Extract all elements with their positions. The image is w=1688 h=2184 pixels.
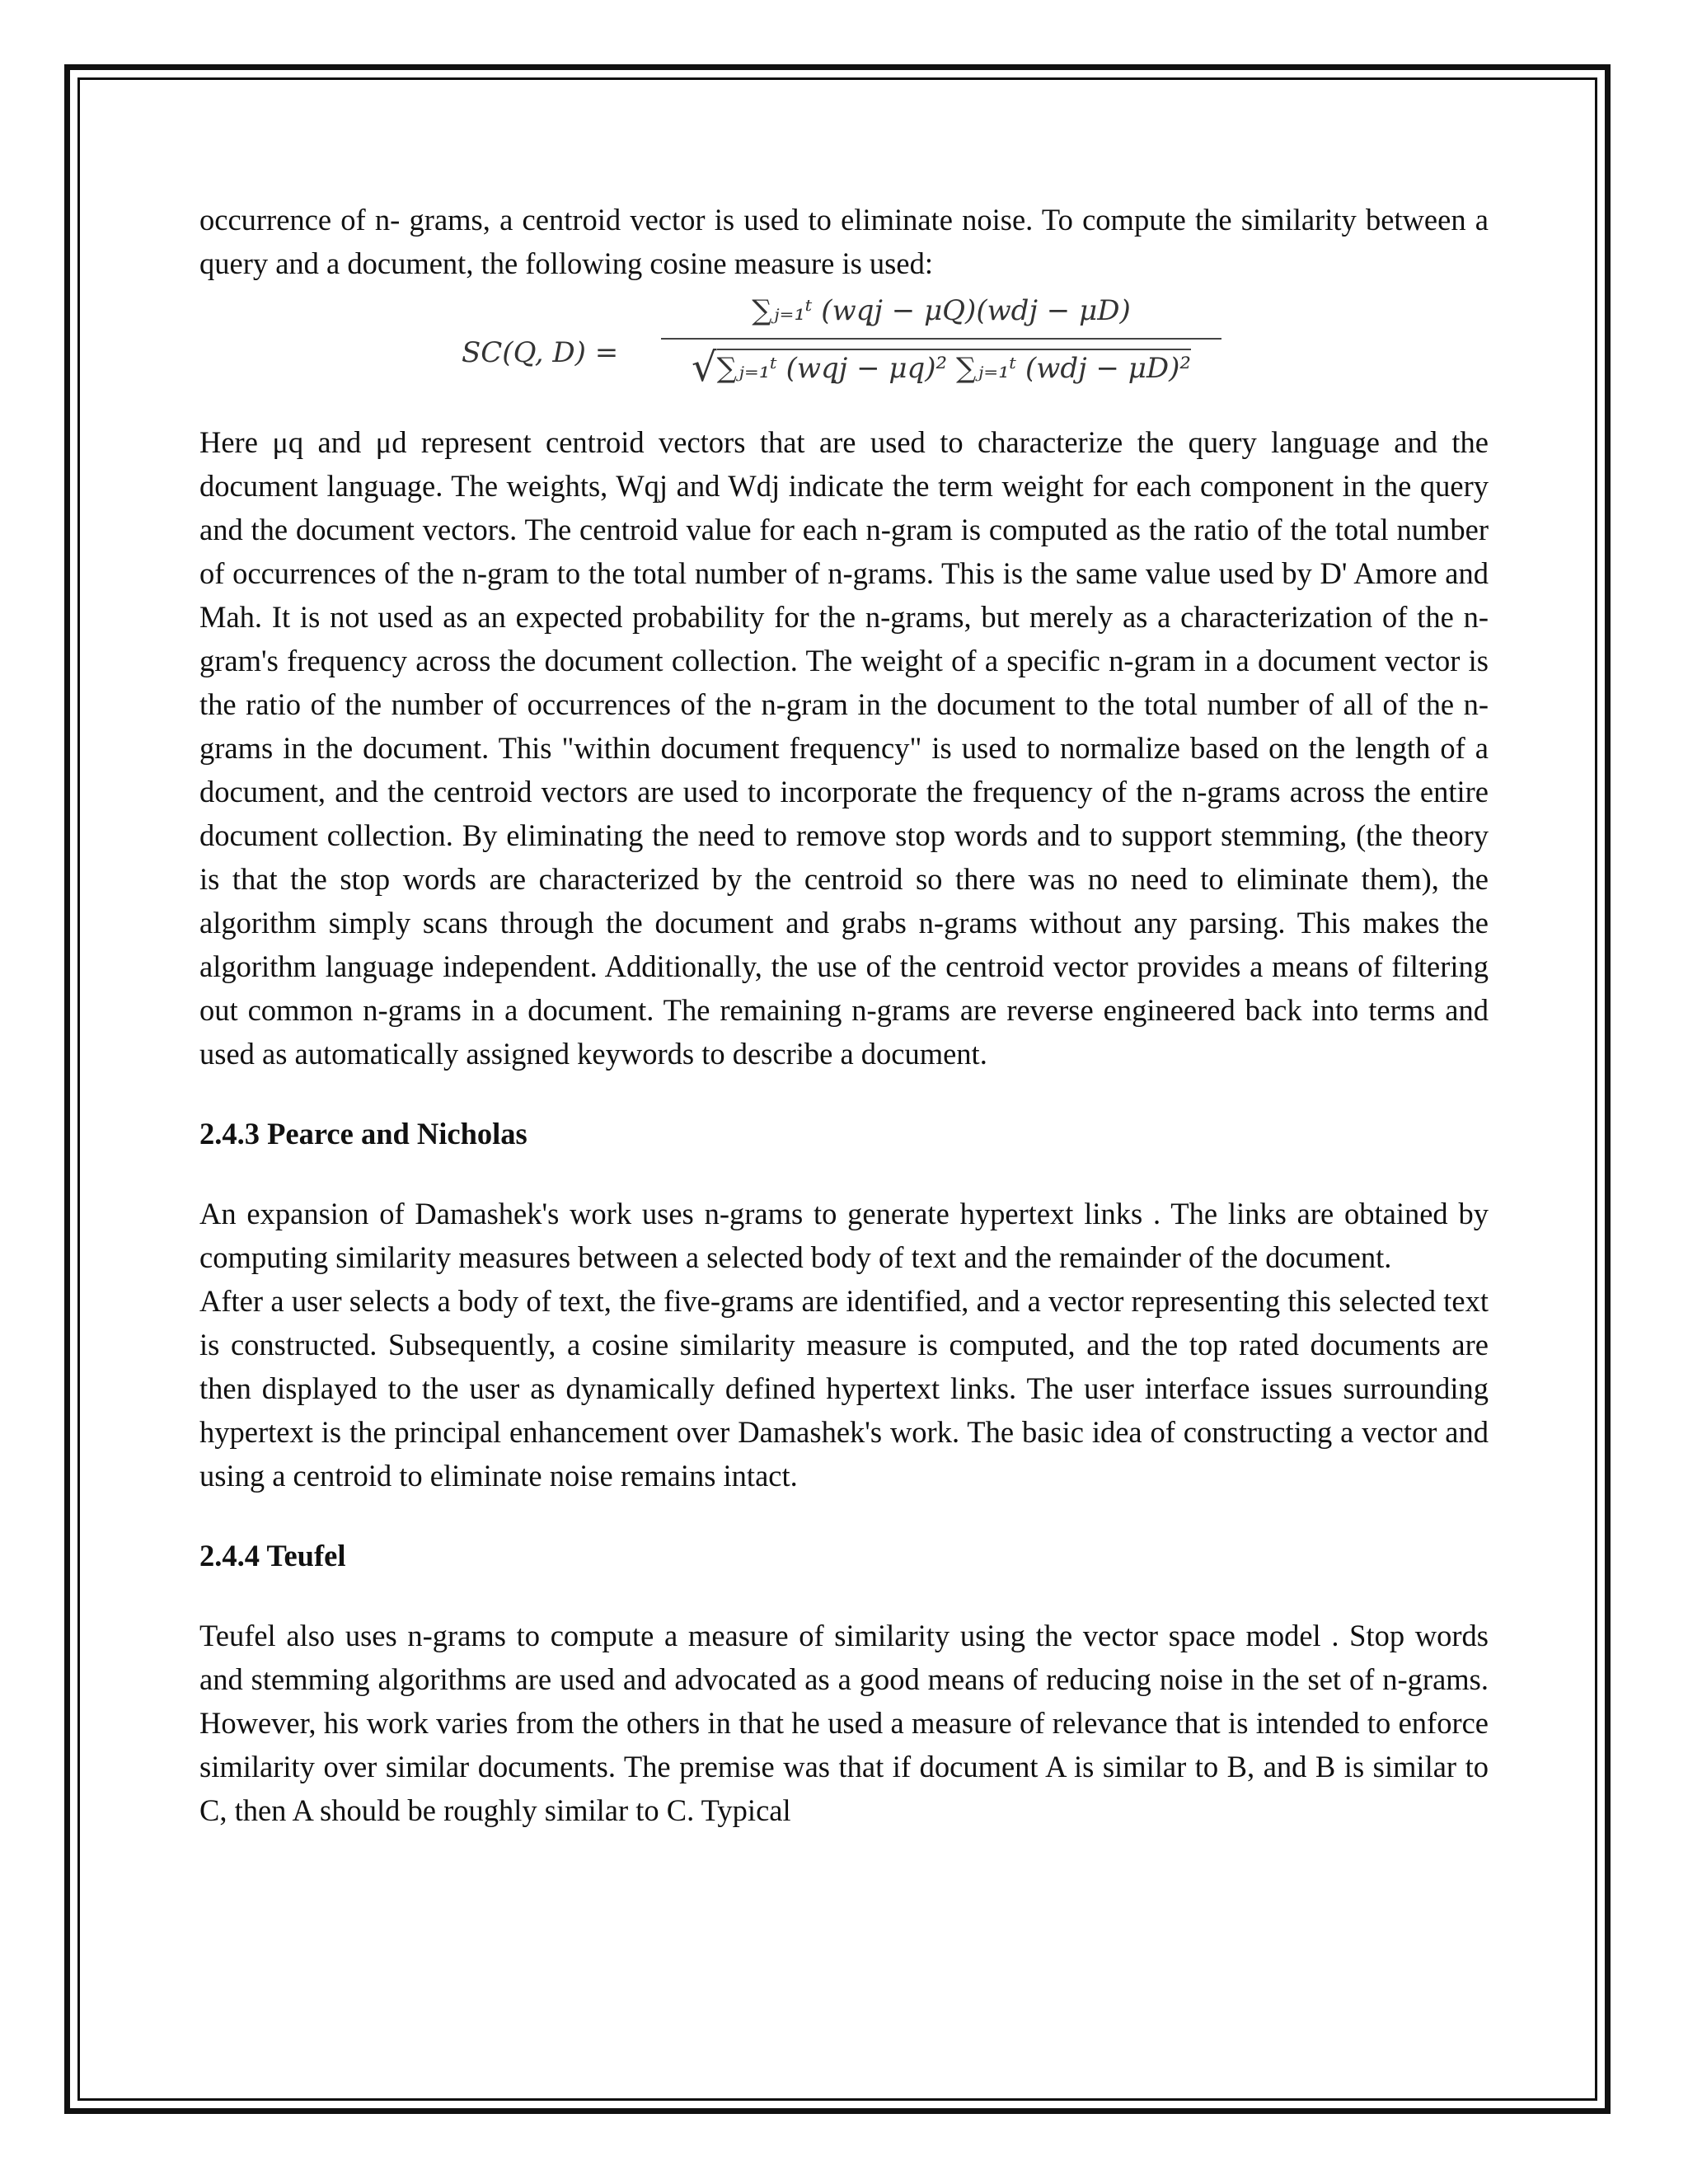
pearce-paragraph-2: After a user selects a body of text, the five-grams are identified, and a vector representing this selected text is constructed. Subsequently, a cosine similarity measure is computed, and the top rated documents are then displayed to the user as dynamically defined hypertext links. The user interface issues surrounding hypertext is the principal enhancement over Damashek's work. The basic idea of constructing a vector and using a centroid to eliminate noise remains intact. bbox=[199, 1284, 1489, 1493]
formula-denominator: ∑ⱼ₌₁ᵗ (wqj − μq)² ∑ⱼ₌₁ᵗ (wdj − μD)² bbox=[717, 349, 1191, 385]
section-heading-teufel: 2.4.4 Teufel bbox=[199, 1539, 346, 1572]
formula-fraction bbox=[661, 290, 1221, 391]
formula-numerator: ∑ⱼ₌₁ᵗ (wqj − μQ)(wdj − μD) bbox=[752, 294, 1131, 327]
pearce-paragraph-1: An expansion of Damashek's work uses n-grams to generate hypertext links . The links are obtained by computing similarity measures between a selected body of text and the remainder of the document. bbox=[199, 1197, 1489, 1274]
teufel-paragraph: Teufel also uses n-grams to compute a measure of similarity using the vector space model . Stop words and stemming algorithms are used and advocated as a good means of reducing noise in the set of n-grams. However, his work varies from the others in that he used a measure of relevance that is intended to enforce similarity over similar documents. The premise was that if document A is similar to B, and B is similar to C, then A should be roughly similar to C. Typical bbox=[199, 1619, 1489, 1827]
intro-paragraph: occurrence of n- grams, a centroid vector is used to eliminate noise. To compute the similarity between a query and a document, the following cosine measure is used: bbox=[199, 203, 1489, 280]
fraction-bar bbox=[661, 338, 1221, 340]
formula-denominator-wrapper bbox=[661, 344, 1221, 391]
square-root-sign: √ bbox=[691, 344, 717, 391]
cosine-similarity-formula bbox=[199, 285, 1489, 420]
centroid-explanation-paragraph: Here μq and μd represent centroid vectors that are used to characterize the query language and the document language. The weights, Wqj and Wdj indicate the term weight for each component in the query and the document vectors. The centroid value for each n-gram is computed as the ratio of the total number of occurrences of the n-gram to the total number of n-grams. This is the same value used by D' Amore and Mah. It is not used as an expected probability for the n-grams, but merely as a characterization of the n-gram's frequency across the document collection. The weight of a specific n-gram in a document vector is the ratio of the number of occurrences of the n-gram in the document to the total number of all of the n-grams in the document. This "within document frequency" is used to normalize based on the length of a document, and the centroid vectors are used to incorporate the frequency of the n-grams across the entire document collection. By eliminating the need to remove stop words and to support stemming, (the theory is that the stop words are characterized by the centroid so there was no need to eliminate them), the algorithm simply scans through the document and grabs n-grams without any parsing. This makes the algorithm language independent. Additionally, the use of the centroid vector provides a means of filtering out common n-grams in a document. The remaining n-grams are reverse engineered back into terms and used as automatically assigned keywords to describe a document. bbox=[199, 425, 1489, 1071]
formula-lhs: SC(Q, D) = bbox=[462, 336, 619, 369]
page-content bbox=[199, 198, 1489, 1832]
section-heading-pearce-nicholas: 2.4.3 Pearce and Nicholas bbox=[199, 1117, 528, 1151]
